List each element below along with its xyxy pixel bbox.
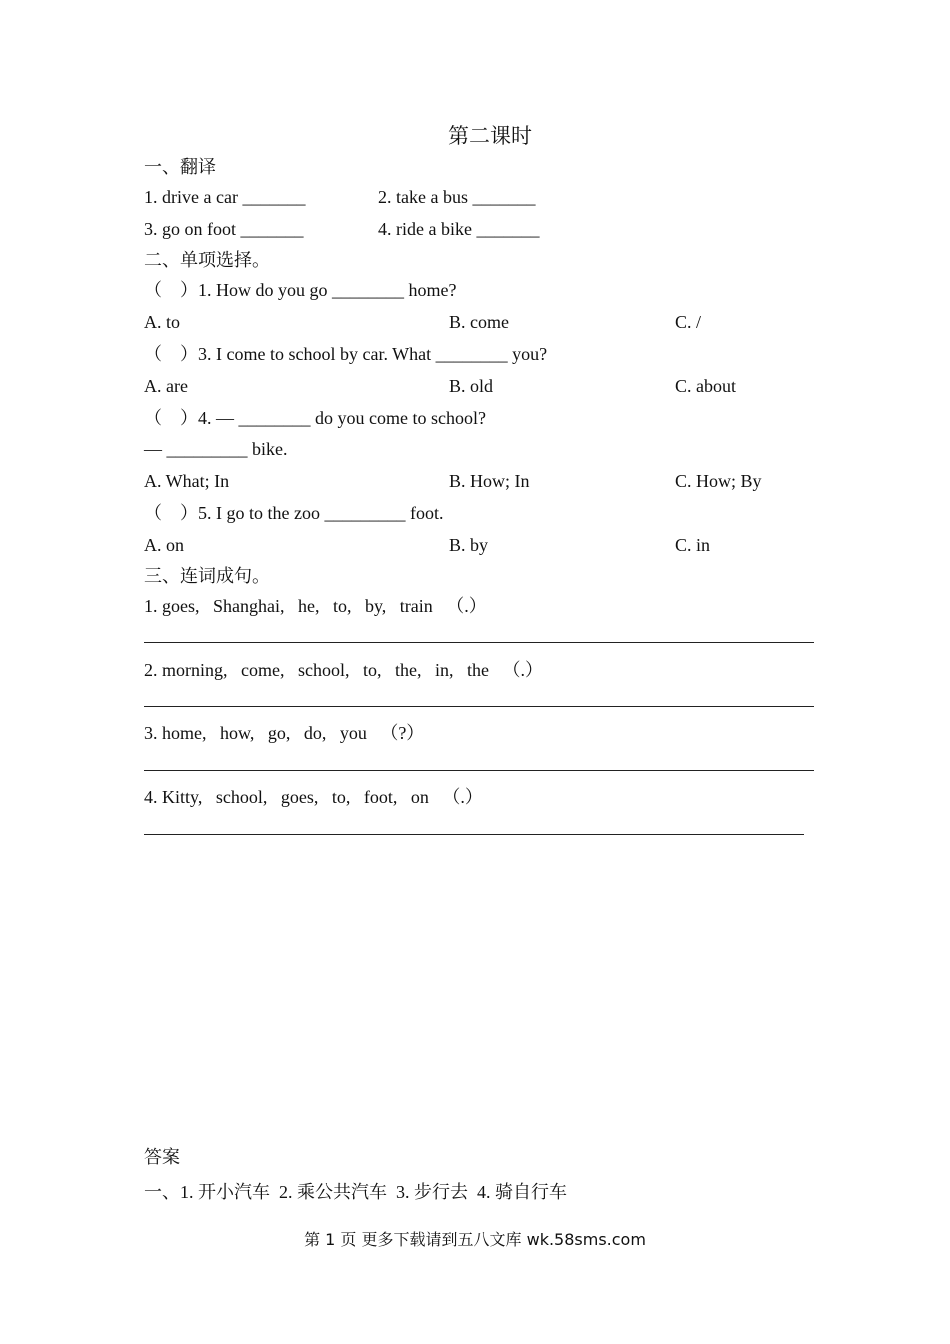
question-4: （ ）4. — ________ do you come to school?	[144, 408, 486, 428]
answer-line-4	[144, 834, 804, 835]
section1-heading: 一、翻译	[144, 157, 216, 177]
section2-heading: 二、单项选择。	[144, 250, 270, 270]
translate-item-4: 4. ride a bike _______	[378, 219, 540, 239]
question-5: （ ）5. I go to the zoo _________ foot.	[144, 503, 444, 523]
answers-heading: 答案	[144, 1147, 180, 1167]
reorder-item-3: 3. home, how, go, do, you （?）	[144, 723, 425, 743]
question-3-option-a: A. are	[144, 376, 188, 396]
page-footer: 第 1 页 更多下载请到五八文库 wk.58sms.com	[304, 1230, 646, 1249]
question-5-option-c: C. in	[675, 535, 711, 555]
answer-line-2	[144, 706, 814, 707]
section3-heading: 三、连词成句。	[144, 566, 270, 586]
question-3: （ ）3. I come to school by car. What ________ you?	[144, 344, 548, 364]
translate-item-3: 3. go on foot _______	[144, 219, 304, 239]
question-4-option-c: C. How; By	[675, 471, 762, 491]
reorder-item-4: 4. Kitty, school, goes, to, foot, on （.）	[144, 787, 483, 807]
question-4-option-b: B. How; In	[449, 471, 530, 491]
question-1: （ ）1. How do you go ________ home?	[144, 280, 457, 300]
question-1-option-c: C. /	[675, 312, 702, 332]
answer-line-3	[144, 770, 814, 771]
question-5-option-a: A. on	[144, 535, 184, 555]
question-4-line-2: — _________ bike.	[144, 439, 288, 459]
translate-item-2: 2. take a bus _______	[378, 187, 536, 207]
question-3-option-b: B. old	[449, 376, 494, 396]
question-3-option-c: C. about	[675, 376, 736, 396]
reorder-item-1: 1. goes, Shanghai, he, to, by, train （.）	[144, 596, 487, 616]
question-1-option-a: A. to	[144, 312, 180, 332]
translate-item-1: 1. drive a car _______	[144, 187, 306, 207]
question-1-option-b: B. come	[449, 312, 509, 332]
question-4-option-a: A. What; In	[144, 471, 230, 491]
answer-line-1	[144, 642, 814, 643]
question-5-option-b: B. by	[449, 535, 489, 555]
reorder-item-2: 2. morning, come, school, to, the, in, the （.）	[144, 660, 543, 680]
page-title: 第二课时	[448, 124, 532, 148]
answers-line-1: 一、1. 开小汽车 2. 乘公共汽车 3. 步行去 4. 骑自行车	[144, 1182, 567, 1202]
